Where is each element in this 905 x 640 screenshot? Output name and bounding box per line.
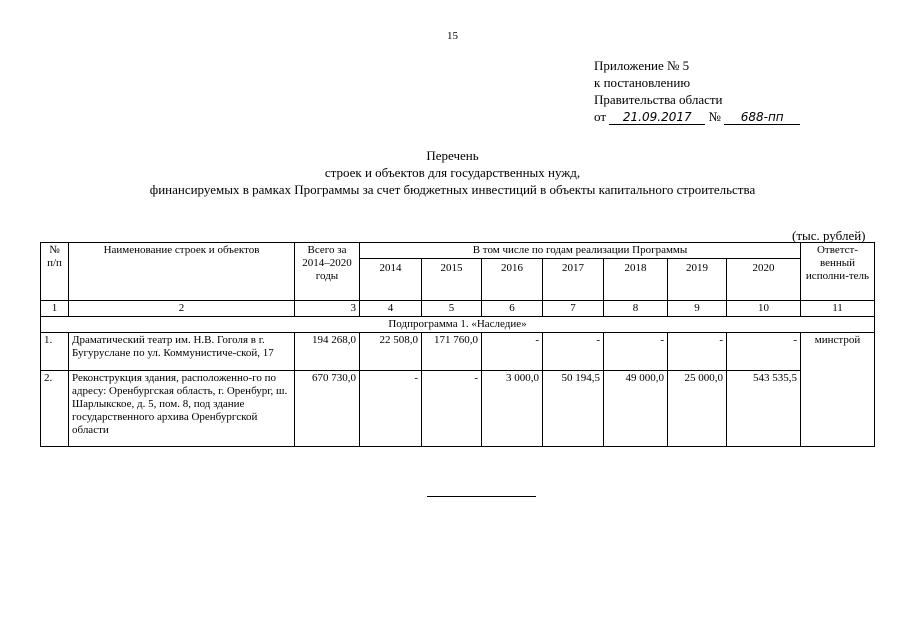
header-name: Наименование строек и объектов xyxy=(69,243,295,301)
column-number: 11 xyxy=(801,301,875,317)
appendix-line-3: Правительства области xyxy=(594,92,723,107)
header-row-1 xyxy=(41,243,875,259)
column-number: 8 xyxy=(604,301,668,317)
title-line-3: финансируемых в рамках Программы за счет бюджетных инвестиций в объекты капитального строительства xyxy=(149,182,756,197)
header-year: 2018 xyxy=(604,259,668,301)
column-number: 9 xyxy=(668,301,727,317)
header-year: 2017 xyxy=(543,259,604,301)
column-number: 10 xyxy=(727,301,801,317)
row-value: - xyxy=(360,371,422,447)
appendix-block xyxy=(594,57,800,125)
row-name: Реконструкция здания, расположенно-го по адресу: Оренбургская область, г. Оренбург, ш. Шарлыкское, д. 5, пом. 8, под здание государственного архива Оренбургской области xyxy=(69,371,295,447)
title-line-1: Перечень xyxy=(426,148,479,163)
row-value: - xyxy=(604,333,668,371)
row-value: 3 000,0 xyxy=(482,371,543,447)
row-num: 2. xyxy=(41,371,69,447)
column-number: 6 xyxy=(482,301,543,317)
bottom-divider xyxy=(427,496,536,497)
row-value: 49 000,0 xyxy=(604,371,668,447)
document-title xyxy=(0,147,905,198)
row-value: - xyxy=(482,333,543,371)
column-number: 2 xyxy=(69,301,295,317)
date-prefix: от xyxy=(594,109,607,124)
appendix-line-1: Приложение № 5 xyxy=(594,58,690,73)
column-number: 5 xyxy=(422,301,482,317)
header-years-group: В том числе по годам реализации Программы xyxy=(360,243,801,259)
row-responsible: минстрой xyxy=(801,333,875,447)
row-num: 1. xyxy=(41,333,69,371)
appendix-date-line xyxy=(594,108,800,125)
header-year: 2019 xyxy=(668,259,727,301)
row-value: - xyxy=(543,333,604,371)
page-number: 15 xyxy=(447,30,458,42)
header-year: 2014 xyxy=(360,259,422,301)
row-total: 194 268,0 xyxy=(295,333,360,371)
row-value: 22 508,0 xyxy=(360,333,422,371)
table-row xyxy=(41,371,875,447)
header-responsible: Ответст-венный исполни-тель xyxy=(801,243,875,301)
row-value: - xyxy=(727,333,801,371)
appendix-line-2: к постановлению xyxy=(594,75,691,90)
header-total: Всего за 2014–2020 годы xyxy=(295,243,360,301)
row-total: 670 730,0 xyxy=(295,371,360,447)
header-num: № п/п xyxy=(41,243,69,301)
subprogram-row xyxy=(41,317,875,333)
table-row xyxy=(41,333,875,371)
header-year: 2016 xyxy=(482,259,543,301)
handwritten-date: 21.09.2017 xyxy=(609,111,705,125)
column-number: 3 xyxy=(295,301,360,317)
header-year: 2015 xyxy=(422,259,482,301)
units-label: (тыс. рублей) xyxy=(792,228,866,243)
objects-table xyxy=(40,242,875,447)
row-value: 171 760,0 xyxy=(422,333,482,371)
row-value: 25 000,0 xyxy=(668,371,727,447)
row-value: 543 535,5 xyxy=(727,371,801,447)
subprogram-title: Подпрограмма 1. «Наследие» xyxy=(41,317,875,333)
column-number: 7 xyxy=(543,301,604,317)
column-number: 4 xyxy=(360,301,422,317)
handwritten-number: 688-пп xyxy=(724,111,800,125)
column-number: 1 xyxy=(41,301,69,317)
row-value: - xyxy=(668,333,727,371)
row-name: Драматический театр им. Н.В. Гоголя в г. Бугуруслане по ул. Коммунистиче-ской, 17 xyxy=(69,333,295,371)
row-value: 50 194,5 xyxy=(543,371,604,447)
column-number-row xyxy=(41,301,875,317)
number-prefix: № xyxy=(708,109,721,124)
title-line-2: строек и объектов для государственных нужд, xyxy=(324,165,581,180)
header-year: 2020 xyxy=(727,259,801,301)
row-value: - xyxy=(422,371,482,447)
